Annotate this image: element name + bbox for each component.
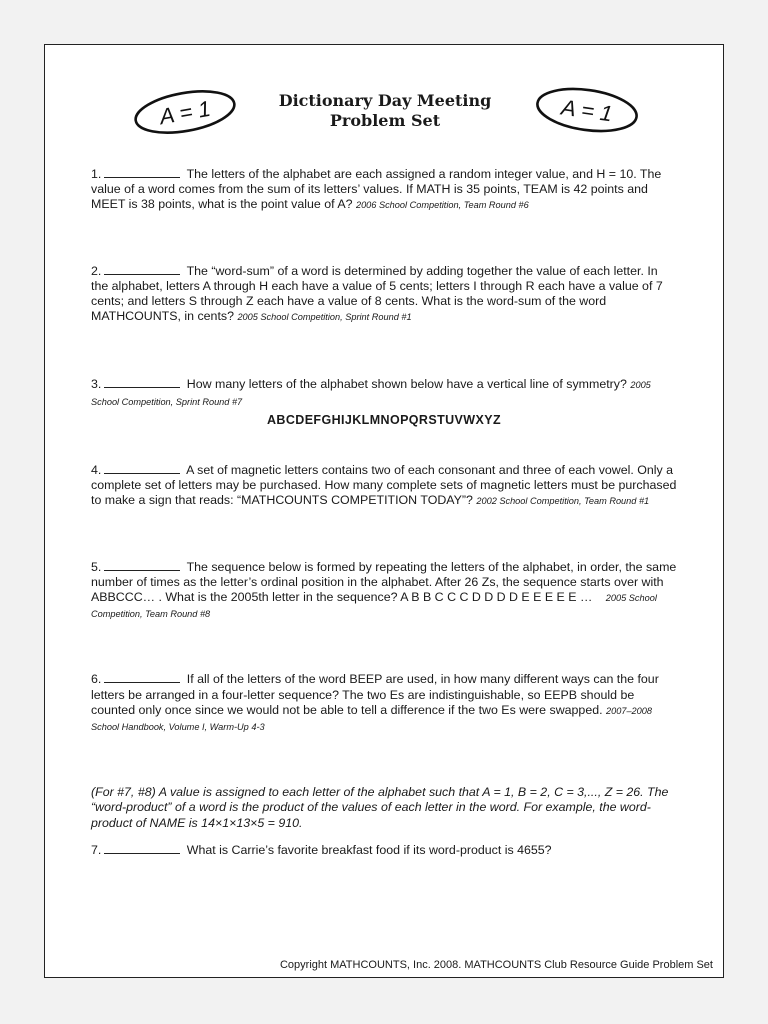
badge-left-text: A = 1 (157, 95, 213, 130)
problem-6 (91, 672, 677, 735)
problem-number: 3. (91, 377, 102, 392)
badge-left (131, 85, 239, 137)
answer-blank-5[interactable] (104, 560, 180, 571)
answer-blank-4[interactable] (104, 463, 180, 474)
worksheet-page (44, 44, 724, 978)
problem-text: The sequence below is formed by repeating the letters of the alphabet, in order, the same number of times as the letter’s ordinal position in the alphabet. After 26 Zs, the sequence starts over with ABBCCC… . What is the 2005th letter in the sequence? A B B C C C D D D D E E E E E … (91, 559, 677, 605)
problem-source: 2005 School Competition, Sprint Round #1 (237, 312, 412, 323)
problem-source: 2005 School Competition, Team Round #8 (91, 593, 657, 620)
badge-right-oval (533, 85, 641, 137)
problem-text: The letters of the alphabet are each assigned a random integer value, and H = 10. The value of a word comes from the sum of its letters’ values. If MATH is 35 points, TEAM is 42 points and MEET is 38 points, what is the point value of A? (91, 167, 662, 212)
problem-5 (91, 560, 677, 623)
problem-number: 6. (91, 672, 102, 687)
problem-3 (91, 377, 677, 428)
problem-number: 7. (91, 842, 102, 857)
title-line-2: Problem Set (329, 111, 441, 130)
problem-source: 2006 School Competition, Team Round #6 (355, 200, 529, 211)
problem-text: How many letters of the alphabet shown below have a vertical line of symmetry? (186, 377, 627, 392)
answer-blank-7[interactable] (104, 843, 180, 854)
answer-blank-2[interactable] (104, 264, 180, 275)
problem-7 (91, 843, 677, 858)
problem-number: 1. (91, 167, 102, 181)
problem-4 (91, 463, 677, 510)
answer-blank-6[interactable] (104, 672, 180, 683)
badge-right (533, 85, 641, 137)
intro-7-8: (For #7, #8) A value is assigned to each letter of the alphabet such that A = 1, B = 2, C = 3,..., Z = 26. The “word-product” of a word is the product of the values of each letter in the word. For example, the word-product of NAME is 14×1×13×5 = 910. (91, 785, 669, 830)
problem-1 (91, 167, 677, 214)
answer-blank-1[interactable] (104, 167, 180, 178)
problem-number: 5. (91, 559, 102, 574)
problem-source: 2002 School Competition, Team Round #1 (476, 496, 650, 507)
problem-text: What is Carrie’s favorite breakfast food if its word-product is 4655? (186, 842, 552, 857)
problem-text: A set of magnetic letters contains two of each consonant and three of each vowel. Only a complete set of letters may be purchased. How many complete sets of magnetic letters must be purchased to make a sign that reads: “MATHCOUNTS COMPETITION TODAY”? (91, 463, 677, 508)
badge-right-text: A = 1 (559, 94, 615, 127)
answer-blank-3[interactable] (104, 377, 180, 388)
problem-number: 2. (91, 263, 102, 278)
title-line-1: Dictionary Day Meeting (278, 91, 492, 110)
problem-list (91, 167, 677, 858)
problem-text: The “word-sum” of a word is determined by adding together the value of each letter. In the alphabet, letters A through H each have a value of 5 cents; letters I through R each have a value of 7 cents; and letters S through Z each have a value of 8 cents. What is the word-sum of the word MATHCOUNTS, in cents? (91, 263, 663, 324)
copyright-footer: Copyright MATHCOUNTS, Inc. 2008. MATHCOUNTS Club Resource Guide Problem Set (279, 959, 713, 971)
problem-source: 2007–2008 School Handbook, Volume I, Warm-Up 4-3 (91, 705, 652, 733)
alphabet-display: ABCDEFGHIJKLMNOPQRSTUVWXYZ (266, 412, 501, 427)
problem-number: 4. (91, 463, 102, 478)
header (45, 85, 723, 145)
problem-2 (91, 264, 677, 326)
badge-left-oval (131, 85, 239, 137)
problem-source: 2005 School Competition, Sprint Round #7 (91, 380, 651, 407)
page-title (255, 91, 515, 131)
problem-text: If all of the letters of the word BEEP are used, in how many different ways can the four letters be arranged in a four-letter sequence? The two Es are indistinguishable, so EEPB should be counted only once since we would not be able to tell a difference if the two Es were swapped. (91, 672, 659, 717)
